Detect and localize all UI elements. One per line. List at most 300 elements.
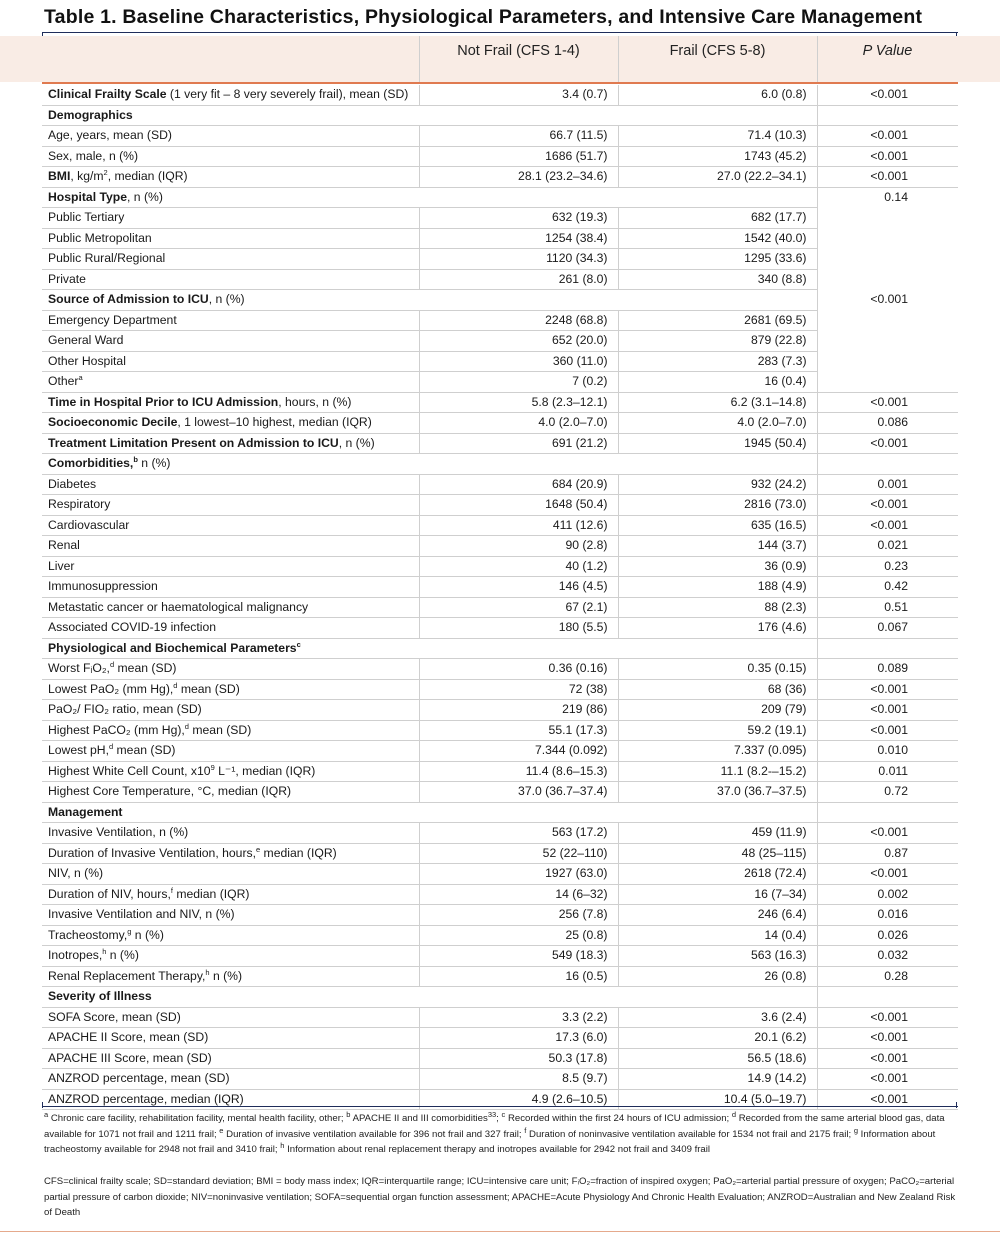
cell-not-frail: 261 (8.0) [419, 269, 618, 290]
label-text: Highest White Cell Count, x10 [48, 763, 211, 778]
row-severity [42, 1028, 958, 1049]
row-comorbidity [42, 597, 958, 618]
row-hospital-type [42, 269, 958, 290]
cell-frail: 68 (36) [618, 679, 817, 700]
abbreviations: CFS=clinical frailty scale; SD=standard deviation; BMI = body mass index; IQR=interquartile range; ICU=intensive care unit; FᵢO₂=fraction of inspired oxygen; PaO₂=arterial partial pressure of oxygen; PaCO₂=arterial partial pressure of carbon dioxide; NIV=noninvasive ventilation; SOFA=sequential organ function assessment; APACHE=Acute Physiology And Chronic Health Evaluation; ANZROD=Australian and New Zealand Risk of Death [44, 1176, 956, 1218]
row-label [42, 761, 419, 782]
cell-p-value: 0.42 [817, 577, 958, 598]
label-tail: median (IQR) [260, 845, 337, 860]
cell-p-value: <0.001 [817, 126, 958, 147]
row-physiological [42, 761, 958, 782]
row-label [42, 884, 419, 905]
cell-p-value [817, 638, 958, 659]
label-bold: BMI [48, 169, 71, 183]
cell-frail: 283 (7.3) [618, 351, 817, 372]
cell-not-frail: 411 (12.6) [419, 515, 618, 536]
cell-frail: 0.35 (0.15) [618, 659, 817, 680]
label-sup: d [108, 741, 114, 751]
cell-p-value: <0.001 [817, 1069, 958, 1090]
row-label [42, 843, 419, 864]
row-demographics-heading [42, 105, 958, 126]
row-source-admission-heading [42, 290, 958, 311]
footnote-sep: ; [496, 1113, 502, 1124]
row-label [42, 515, 419, 536]
cell-p-value [817, 208, 958, 229]
footnote-a: Chronic care facility, rehabilitation facility, mental health facility, other; [50, 1113, 347, 1124]
cell-p-value: 0.51 [817, 597, 958, 618]
cell-frail: 56.5 (18.6) [618, 1048, 817, 1069]
row-comorbidity [42, 474, 958, 495]
row-label [42, 392, 419, 413]
cell-frail: 1945 (50.4) [618, 433, 817, 454]
label-text: (1 very fit – 8 very severely frail), mean (SD) [166, 87, 409, 101]
row-comorbidity [42, 536, 958, 557]
row-label [42, 659, 419, 680]
label-text: Highest PaCO₂ (mm Hg), [48, 722, 185, 737]
row-label [42, 1048, 419, 1069]
label-text: Inotropes, [48, 948, 103, 962]
label-text: Public Tertiary [48, 210, 125, 224]
cell-p-value [817, 269, 958, 290]
row-comorbidity [42, 556, 958, 577]
cell-p-value [817, 372, 958, 393]
row-hospital-type [42, 249, 958, 270]
row-label [42, 310, 419, 331]
cell-p-value: <0.001 [817, 1048, 958, 1069]
cell-frail: 6.0 (0.8) [618, 85, 817, 105]
cell-p-value: <0.001 [817, 146, 958, 167]
col-header-p-value-text: P Value [862, 43, 913, 59]
cell-frail: 209 (79) [618, 700, 817, 721]
cell-not-frail: 1686 (51.7) [419, 146, 618, 167]
cell-frail: 16 (7–34) [618, 884, 817, 905]
cell-p-value: 0.010 [817, 741, 958, 762]
label-tail: n (%) [131, 927, 164, 942]
label-text: Invasive Ventilation, n (%) [48, 825, 189, 839]
row-label [42, 1007, 419, 1028]
cell-p-value [817, 105, 958, 126]
label-sup: d [173, 680, 178, 690]
label-text: Invasive Ventilation and NIV, n (%) [48, 907, 235, 921]
cell-p-value: <0.001 [817, 864, 958, 885]
section-title: Hospital Type [48, 189, 128, 204]
cell-not-frail: 146 (4.5) [419, 577, 618, 598]
cell-not-frail: 360 (11.0) [419, 351, 618, 372]
row-label [42, 495, 419, 516]
cell-frail: 59.2 (19.1) [618, 720, 817, 741]
cell-p-value: 0.87 [817, 843, 958, 864]
section-heading [42, 638, 817, 659]
label-text: Tracheostomy, [48, 927, 128, 942]
row-management [42, 966, 958, 987]
row-physiological [42, 679, 958, 700]
cell-not-frail: 8.5 (9.7) [419, 1069, 618, 1090]
label-text: Public Metropolitan [48, 230, 152, 245]
label-text: Duration of NIV, hours, [48, 886, 171, 901]
header-rule [42, 82, 958, 84]
bottom-rule-right-tick [956, 1102, 957, 1108]
cell-frail: 71.4 (10.3) [618, 126, 817, 147]
cell-not-frail: 3.3 (2.2) [419, 1007, 618, 1028]
row-label [42, 700, 419, 721]
cell-not-frail: 66.7 (11.5) [419, 126, 618, 147]
cell-not-frail: 549 (18.3) [419, 946, 618, 967]
cell-frail: 635 (16.5) [618, 515, 817, 536]
cell-frail: 26 (0.8) [618, 966, 817, 987]
section-title: Management [48, 804, 123, 819]
label-text: Sex, male, n (%) [48, 148, 139, 163]
label-text: Diabetes [48, 476, 97, 491]
section-heading [42, 290, 817, 311]
section-title: Physiological and Biochemical Parameters [48, 640, 297, 655]
row-label [42, 126, 419, 147]
cell-not-frail: 7.344 (0.092) [419, 741, 618, 762]
cell-p-value [817, 228, 958, 249]
cell-p-value [817, 454, 958, 475]
row-comorbidity [42, 618, 958, 639]
cell-p-value: 0.016 [817, 905, 958, 926]
label-tail: median (IQR) [172, 886, 250, 901]
label-text: APACHE III Score, mean (SD) [48, 1050, 212, 1065]
cell-p-value: <0.001 [817, 433, 958, 454]
cell-p-value: <0.001 [817, 823, 958, 844]
label-sup: 2 [103, 167, 108, 177]
row-source-admission [42, 331, 958, 352]
cell-not-frail: 0.36 (0.16) [419, 659, 618, 680]
row-label [42, 1069, 419, 1090]
label-sup: a [78, 372, 83, 382]
label-text: , kg/m [70, 169, 104, 183]
col-header-frail: Frail (CFS 5-8) [669, 43, 766, 59]
cell-not-frail: 4.0 (2.0–7.0) [419, 413, 618, 434]
row-label [42, 331, 419, 352]
label-text: Lowest pH, [48, 743, 109, 757]
row-label [42, 679, 419, 700]
cell-not-frail: 256 (7.8) [419, 905, 618, 926]
cell-p-value: 0.002 [817, 884, 958, 905]
cell-frail: 879 (22.8) [618, 331, 817, 352]
row-time-in-hospital [42, 392, 958, 413]
row-physiological [42, 782, 958, 803]
label-text: Renal [48, 538, 80, 552]
cell-not-frail: 90 (2.8) [419, 536, 618, 557]
row-label [42, 823, 419, 844]
cell-p-value: <0.001 [817, 85, 958, 105]
row-source-admission [42, 372, 958, 393]
label-text: , n (%) [338, 435, 375, 450]
row-source-admission [42, 351, 958, 372]
row-severity [42, 1048, 958, 1069]
section-title: Severity of Illness [48, 989, 152, 1003]
cell-frail: 176 (4.6) [618, 618, 817, 639]
section-title-sup: b [133, 454, 138, 464]
cell-frail: 246 (6.4) [618, 905, 817, 926]
row-hospital-type [42, 228, 958, 249]
cell-not-frail: 72 (38) [419, 679, 618, 700]
row-label [42, 474, 419, 495]
section-heading [42, 187, 817, 208]
cell-p-value: <0.001 [817, 1028, 958, 1049]
label-text: Highest Core Temperature, °C, median (IQR) [48, 784, 292, 798]
cell-not-frail: 52 (22–110) [419, 843, 618, 864]
cell-not-frail: 40 (1.2) [419, 556, 618, 577]
cell-frail: 11.1 (8.2-–15.2) [618, 761, 817, 782]
cell-frail: 27.0 (22.2–34.1) [618, 167, 817, 188]
cell-frail: 340 (8.8) [618, 269, 817, 290]
row-physiological-heading [42, 638, 958, 659]
cell-frail: 14.9 (14.2) [618, 1069, 817, 1090]
label-text: Associated COVID-19 infection [48, 620, 216, 634]
cell-p-value [817, 249, 958, 270]
cell-frail: 14 (0.4) [618, 925, 817, 946]
cell-not-frail: 28.1 (23.2–34.6) [419, 167, 618, 188]
cell-not-frail: 1927 (63.0) [419, 864, 618, 885]
cell-not-frail: 4.9 (2.6–10.5) [419, 1089, 618, 1110]
cell-p-value: <0.001 [817, 679, 958, 700]
row-label [42, 167, 419, 188]
col-header-not-frail: Not Frail (CFS 1-4) [457, 43, 580, 59]
col-header-p-value [817, 36, 958, 82]
cell-frail: 48 (25–115) [618, 843, 817, 864]
footnote-f: Duration of noninvasive ventilation available for 1534 not frail and 2175 frail; [529, 1128, 854, 1140]
footnote-d: Recorded from the same arterial blood gas, data available for 1071 not frail and 1211 frail; [44, 1113, 945, 1140]
row-label [42, 1028, 419, 1049]
cell-not-frail: 691 (21.2) [419, 433, 618, 454]
section-title: Source of Admission to ICU [48, 292, 209, 306]
cell-not-frail: 684 (20.9) [419, 474, 618, 495]
cell-p-value: 0.026 [817, 925, 958, 946]
row-label [42, 864, 419, 885]
cell-not-frail: 25 (0.8) [419, 925, 618, 946]
row-management [42, 905, 958, 926]
cell-p-value: <0.001 [817, 700, 958, 721]
label-tail: n (%) [106, 948, 139, 962]
row-cfs [42, 85, 958, 105]
label-bold: Time in Hospital Prior to ICU Admission [48, 394, 279, 409]
row-comorbidity [42, 515, 958, 536]
top-rule [42, 32, 958, 33]
label-bold: Treatment Limitation Present on Admission to ICU [48, 435, 339, 450]
label-text: ANZROD percentage, mean (SD) [48, 1071, 230, 1085]
bottom-rule [42, 1106, 958, 1107]
label-text: APACHE II Score, mean (SD) [48, 1030, 209, 1044]
row-label [42, 577, 419, 598]
cell-not-frail: 1254 (38.4) [419, 228, 618, 249]
label-tail: mean (SD) [188, 722, 252, 737]
cell-frail: 459 (11.9) [618, 823, 817, 844]
cell-p-value: 0.23 [817, 556, 958, 577]
row-physiological [42, 741, 958, 762]
label-sup: d [109, 659, 115, 669]
row-label [42, 966, 419, 987]
section-title: Demographics [48, 107, 133, 122]
section-title-sup: c [296, 639, 301, 649]
cell-not-frail: 219 (86) [419, 700, 618, 721]
label-sup: d [184, 721, 189, 731]
cell-not-frail: 11.4 (8.6–15.3) [419, 761, 618, 782]
cell-frail: 37.0 (36.7–37.5) [618, 782, 817, 803]
label-text: SOFA Score, mean (SD) [48, 1009, 181, 1024]
page-bottom-rule [0, 1231, 1000, 1232]
row-label [42, 946, 419, 967]
row-management [42, 884, 958, 905]
row-physiological [42, 720, 958, 741]
row-comorbidities-heading [42, 454, 958, 475]
cell-not-frail: 55.1 (17.3) [419, 720, 618, 741]
cell-not-frail: 37.0 (36.7–37.4) [419, 782, 618, 803]
label-text: NIV, n (%) [48, 866, 104, 880]
label-tail: n (%) [209, 968, 243, 983]
cell-p-value: <0.001 [817, 1089, 958, 1110]
cell-p-value [817, 987, 958, 1008]
cell-not-frail: 7 (0.2) [419, 372, 618, 393]
row-label [42, 597, 419, 618]
cell-frail: 2681 (69.5) [618, 310, 817, 331]
cell-p-value: 0.086 [817, 413, 958, 434]
label-text: Immunosuppression [48, 579, 158, 593]
cell-p-value [817, 802, 958, 823]
section-heading [42, 987, 817, 1008]
cell-p-value: <0.001 [817, 1007, 958, 1028]
cell-frail: 16 (0.4) [618, 372, 817, 393]
section-heading [42, 802, 817, 823]
label-tail: mean (SD) [114, 661, 177, 675]
row-label [42, 249, 419, 270]
label-bold: Clinical Frailty Scale [48, 87, 167, 101]
cell-frail: 188 (4.9) [618, 577, 817, 598]
bottom-rule-left-tick [42, 1102, 43, 1108]
cell-p-value: <0.001 [817, 290, 958, 311]
cell-not-frail: 2248 (68.8) [419, 310, 618, 331]
row-severity-heading [42, 987, 958, 1008]
cell-not-frail: 1120 (34.3) [419, 249, 618, 270]
row-management [42, 946, 958, 967]
cell-p-value: 0.021 [817, 536, 958, 557]
label-text: ANZROD percentage, median (IQR) [48, 1091, 244, 1106]
cell-not-frail: 67 (2.1) [419, 597, 618, 618]
row-label [42, 372, 419, 393]
footnote-b-ref: 33 [487, 1109, 497, 1119]
cell-frail: 682 (17.7) [618, 208, 817, 229]
cell-not-frail: 1648 (50.4) [419, 495, 618, 516]
cell-not-frail: 3.4 (0.7) [419, 85, 618, 105]
label-sup: 9 [210, 762, 215, 772]
label-text: Metastatic cancer or haematological malignancy [48, 599, 309, 614]
table-body [42, 85, 958, 1110]
row-age [42, 126, 958, 147]
label-text: Other [48, 374, 79, 388]
row-bmi [42, 167, 958, 188]
row-label [42, 208, 419, 229]
label-text: Private [48, 271, 86, 286]
baseline-table [42, 85, 958, 1110]
cell-not-frail: 17.3 (6.0) [419, 1028, 618, 1049]
label-tail: L⁻¹, median (IQR) [214, 763, 316, 778]
cell-p-value: 0.067 [817, 618, 958, 639]
footnote-h: Information about renal replacement therapy and inotropes available for 2942 not frail and 3409 frail [287, 1144, 711, 1155]
label-tail: mean (SD) [113, 743, 176, 757]
label-sup: g [127, 926, 132, 936]
label-text: Respiratory [48, 497, 111, 511]
cell-frail: 1295 (33.6) [618, 249, 817, 270]
cell-p-value: 0.089 [817, 659, 958, 680]
row-source-admission [42, 310, 958, 331]
label-bold: Socioeconomic Decile [48, 415, 178, 429]
label-text: Public Rural/Regional [48, 251, 166, 265]
cell-frail: 4.0 (2.0–7.0) [618, 413, 817, 434]
row-label [42, 433, 419, 454]
cell-p-value: 0.011 [817, 761, 958, 782]
cell-not-frail: 50.3 (17.8) [419, 1048, 618, 1069]
label-sup: h [102, 946, 107, 956]
row-label [42, 618, 419, 639]
cell-frail: 20.1 (6.2) [618, 1028, 817, 1049]
cell-p-value: 0.72 [817, 782, 958, 803]
row-label [42, 925, 419, 946]
row-label [42, 720, 419, 741]
label-sup: f [170, 885, 173, 895]
cell-frail: 7.337 (0.095) [618, 741, 817, 762]
cell-p-value [817, 310, 958, 331]
cell-p-value: 0.032 [817, 946, 958, 967]
row-label [42, 413, 419, 434]
cell-frail: 36 (0.9) [618, 556, 817, 577]
section-heading [42, 105, 817, 126]
section-title-rest: , n (%) [127, 189, 163, 204]
cell-not-frail: 16 (0.5) [419, 966, 618, 987]
label-text: , hours, n (%) [278, 394, 352, 409]
table-title: Table 1. Baseline Characteristics, Physiological Parameters, and Intensive Care Management [44, 6, 923, 28]
cell-p-value: <0.001 [817, 392, 958, 413]
row-label [42, 556, 419, 577]
cell-frail: 88 (2.3) [618, 597, 817, 618]
footnote-g: Information about tracheostomy available for 2948 not frail and 3410 frail; [44, 1128, 936, 1155]
footnote-e: Duration of invasive ventilation available for 396 not frail and 327 frail; [226, 1128, 525, 1140]
row-label [42, 351, 419, 372]
cell-frail: 6.2 (3.1–14.8) [618, 392, 817, 413]
row-management [42, 843, 958, 864]
cell-not-frail: 652 (20.0) [419, 331, 618, 352]
row-severity [42, 1069, 958, 1090]
label-text: Cardiovascular [48, 517, 130, 532]
cell-p-value [817, 331, 958, 352]
cell-frail: 932 (24.2) [618, 474, 817, 495]
cell-frail: 2618 (72.4) [618, 864, 817, 885]
row-severity [42, 1007, 958, 1028]
cell-frail: 3.6 (2.4) [618, 1007, 817, 1028]
cell-p-value: <0.001 [817, 167, 958, 188]
label-text: Duration of Invasive Ventilation, hours, [48, 845, 256, 860]
row-physiological [42, 700, 958, 721]
footnotes: $^a$ Chronic care facility, rehabilitation facility, mental health facility, other; $^b$ APACHE II and III comorbidities$^{33}$; $^c$ Recorded within the first 24 hours of ICU admission; $^d$ Recorded from the same arterial blood gas, data available for 1071 not frail and 1211 frail; $^e$ Duration of invasive ventilation available for 396 not frail and 327 frail; $^f$ Duration of noninvasive ventilation available for 1534 not frail and 2175 frail; $^g$ Information about tracheostomy available for 2948 not frail and 3410 frail; $^h$ Information about renal replacement therapy and inotropes available for 2942 not frail and 3409 frail [44, 1109, 945, 1155]
label-text: PaO₂/ FIO₂ ratio, mean (SD) [48, 702, 202, 716]
section-title-rest: , n (%) [208, 292, 245, 306]
label-tail: , median (IQR) [107, 169, 188, 183]
cell-p-value: 0.14 [817, 187, 958, 208]
row-hospital-type [42, 208, 958, 229]
cell-not-frail: 563 (17.2) [419, 823, 618, 844]
cell-p-value: <0.001 [817, 720, 958, 741]
row-socioeconomic [42, 413, 958, 434]
row-label [42, 146, 419, 167]
footnote-c: Recorded within the first 24 hours of ICU admission; [507, 1113, 732, 1124]
footnote-b: APACHE II and III comorbidities [352, 1113, 488, 1124]
label-sup: e [255, 844, 261, 854]
cell-p-value: 0.001 [817, 474, 958, 495]
label-text: Liver [48, 558, 75, 573]
label-tail: mean (SD) [177, 681, 240, 696]
row-comorbidity [42, 577, 958, 598]
